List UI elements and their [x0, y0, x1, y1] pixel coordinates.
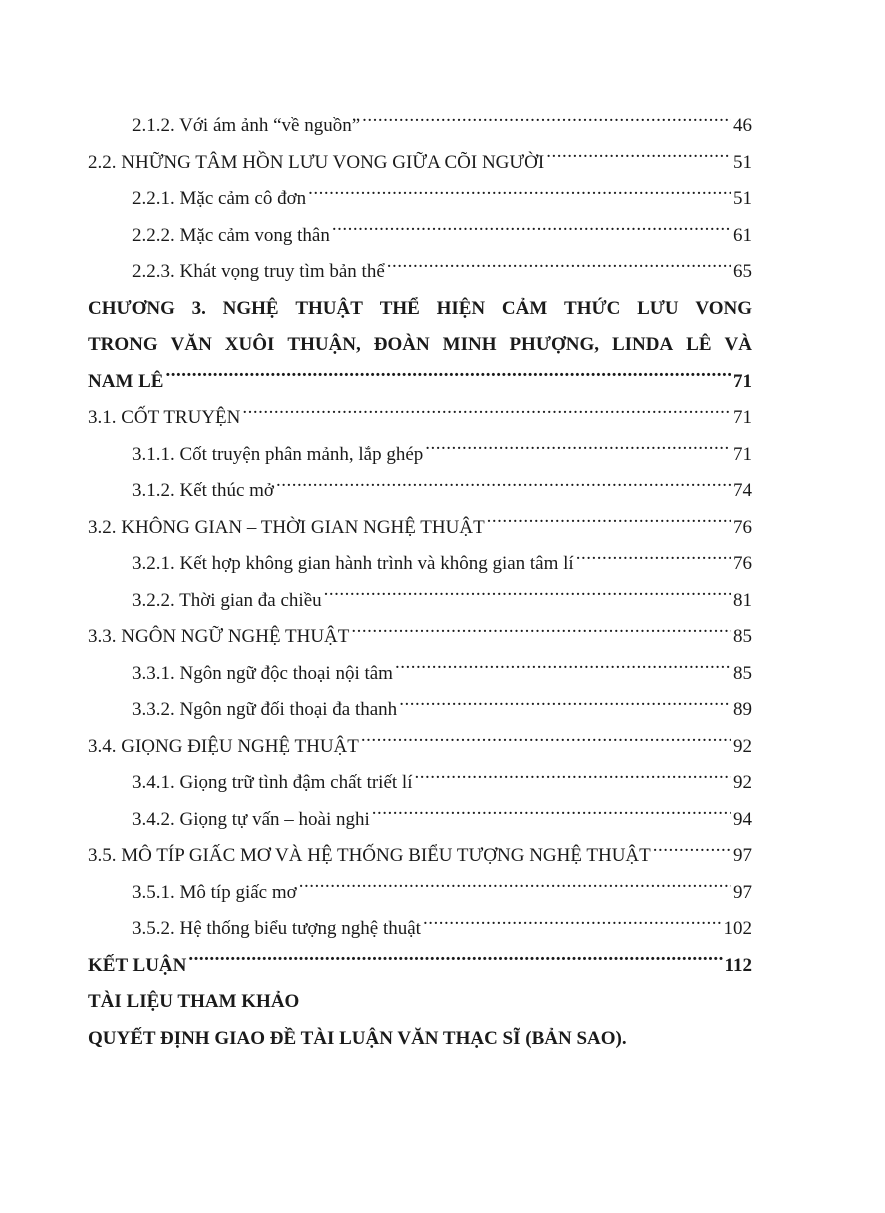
dot-leader	[372, 806, 731, 825]
toc-entry	[88, 583, 752, 620]
heading-word: CẢM	[501, 297, 548, 319]
toc-entry-label: 2.2.3. Khát vọng truy tìm bản thể	[132, 261, 385, 282]
toc-entry-label: 3.1.1. Cốt truyện phân mảnh, lắp ghép	[132, 443, 424, 465]
toc-entry	[88, 802, 752, 839]
toc-page-number: 85	[733, 662, 752, 684]
toc-entry-label: 3.2.1. Kết hợp không gian hành trình và không gian tâm lí	[132, 553, 574, 574]
toc-entry-label: KẾT LUẬN	[88, 954, 187, 976]
toc-page-number: 65	[733, 261, 752, 282]
dot-leader	[576, 550, 731, 569]
toc-entry	[88, 729, 752, 766]
chapter3-title-line3	[88, 364, 752, 401]
heading-word: THUẬT	[295, 297, 363, 319]
toc-entry-label: 2.1.2. Với ám ảnh “về nguồn”	[132, 115, 361, 136]
toc-section-chapter3	[88, 400, 752, 948]
toc-entry	[88, 218, 752, 255]
dot-leader	[423, 915, 722, 934]
table-of-contents	[88, 108, 752, 1057]
toc-entry-label: 2.2. NHỮNG TÂM HỒN LƯU VONG GIỮA CÕI NGƯỜI	[88, 151, 545, 173]
toc-entry	[88, 510, 752, 547]
heading-word: PHƯỢNG,	[509, 334, 599, 355]
toc-entry	[88, 619, 752, 656]
toc-entry	[88, 254, 752, 291]
heading-word: CHƯƠNG	[88, 297, 175, 319]
toc-entry-conclusion	[88, 948, 752, 985]
heading-word: HIỆN	[436, 297, 486, 319]
toc-entry-label: 3.4.2. Giọng tự vấn – hoài nghi	[132, 808, 370, 830]
heading-word: NGHỆ	[222, 297, 279, 319]
toc-page-number: 92	[733, 772, 752, 793]
dot-leader	[308, 185, 731, 204]
toc-entry-label: 3.3.2. Ngôn ngữ đối thoại đa thanh	[132, 699, 398, 720]
toc-entry-label: 3.4. GIỌNG ĐIỆU NGHỆ THUẬT	[88, 735, 359, 757]
toc-page-number: 51	[733, 188, 752, 209]
toc-entry-label: 3.3.1. Ngôn ngữ độc thoại nội tâm	[132, 662, 393, 684]
dot-leader	[425, 441, 731, 460]
dot-leader	[546, 149, 731, 168]
heading-word: MINH	[442, 334, 497, 355]
toc-entry	[88, 546, 752, 583]
toc-page-number: 89	[733, 699, 752, 720]
dot-leader	[276, 477, 731, 496]
toc-entry	[88, 911, 752, 948]
toc-page-number: 81	[733, 589, 752, 611]
chapter3-title-line2	[88, 327, 752, 364]
toc-page-number: 46	[733, 115, 752, 136]
chapter3-title-line1	[88, 291, 752, 328]
toc-entry	[88, 145, 752, 182]
dot-leader	[299, 879, 731, 898]
toc-entry-label: 3.1. CỐT TRUYỆN	[88, 407, 241, 428]
toc-entry-label: 3.1.2. Kết thúc mở	[132, 480, 274, 501]
toc-entry	[88, 400, 752, 437]
heading-word: VĂN	[170, 334, 212, 355]
dot-leader	[361, 733, 731, 752]
heading-word: XUÔI	[224, 334, 275, 355]
heading-word: THỨC	[564, 297, 621, 319]
heading-word: LƯU	[637, 297, 679, 319]
dot-leader	[414, 769, 731, 788]
heading-word: ĐOÀN	[373, 334, 430, 355]
toc-page-number: 97	[733, 845, 752, 866]
dot-leader	[242, 404, 731, 423]
dot-leader	[487, 514, 731, 533]
heading-word: VONG	[695, 297, 752, 319]
heading-word: THỂ	[379, 297, 420, 319]
toc-entry	[88, 692, 752, 729]
toc-entry-label: 3.2. KHÔNG GIAN – THỜI GIAN NGHỆ THUẬT	[88, 516, 485, 538]
toc-entry-label: 3.5.1. Mô típ giấc mơ	[132, 881, 297, 903]
dot-leader	[387, 258, 731, 277]
heading-word: VÀ	[724, 334, 752, 355]
heading-word: 3.	[191, 297, 206, 319]
toc-section-chapter2	[88, 108, 752, 291]
dot-leader	[351, 623, 731, 642]
toc-entry-label: 2.2.1. Mặc cảm cô đơn	[132, 188, 307, 209]
dot-leader	[395, 660, 731, 679]
toc-entry-references: TÀI LIỆU THAM KHẢO	[88, 991, 300, 1012]
dot-leader	[653, 842, 731, 861]
dot-leader	[324, 587, 731, 606]
toc-page-number: 71	[733, 407, 752, 428]
toc-entry	[88, 875, 752, 912]
toc-entry-label: 3.5.2. Hệ thống biểu tượng nghệ thuật	[132, 918, 421, 939]
toc-entry-label: NAM LÊ	[88, 370, 164, 392]
dot-leader	[332, 222, 731, 241]
toc-page-number: 85	[733, 626, 752, 647]
heading-word: TRONG	[88, 334, 158, 355]
toc-chapter3-heading	[88, 291, 752, 401]
toc-page-number: 97	[733, 881, 752, 903]
toc-page-number: 51	[733, 151, 752, 173]
toc-page-number: 76	[733, 553, 752, 574]
heading-word: LÊ	[686, 334, 712, 355]
toc-entry-label: 3.4.1. Giọng trữ tình đậm chất triết lí	[132, 772, 413, 793]
toc-entry	[88, 656, 752, 693]
toc-page-number: 94	[733, 808, 752, 830]
dot-leader	[188, 952, 722, 971]
toc-page-number: 102	[723, 918, 752, 939]
heading-word: THUẬN,	[287, 334, 361, 355]
toc-page-number: 112	[724, 954, 752, 976]
heading-word: LINDA	[611, 334, 674, 355]
toc-entry	[88, 473, 752, 510]
toc-page-number: 74	[733, 480, 752, 501]
toc-entry	[88, 108, 752, 145]
toc-entry-label: 3.3. NGÔN NGỮ NGHỆ THUẬT	[88, 626, 350, 647]
toc-entry	[88, 765, 752, 802]
dot-leader	[362, 112, 731, 131]
toc-page-number: 92	[733, 735, 752, 757]
toc-page-number: 61	[733, 224, 752, 246]
toc-page-number: 71	[733, 370, 752, 392]
dot-leader	[165, 368, 731, 387]
toc-entry-label: 2.2.2. Mặc cảm vong thân	[132, 224, 330, 246]
toc-entry-label: 3.5. MÔ TÍP GIẤC MƠ VÀ HỆ THỐNG BIỂU TƯỢNG NGHỆ THUẬT	[88, 845, 651, 866]
toc-entry	[88, 838, 752, 875]
toc-entry	[88, 181, 752, 218]
toc-entry-decision: QUYẾT ĐỊNH GIAO ĐỀ TÀI LUẬN VĂN THẠC SĨ (BẢN SAO).	[88, 1027, 627, 1049]
toc-entry	[88, 437, 752, 474]
toc-entry-label: 3.2.2. Thời gian đa chiều	[132, 589, 322, 611]
toc-page-number: 71	[733, 443, 752, 465]
dot-leader	[399, 696, 731, 715]
toc-page-number: 76	[733, 516, 752, 538]
